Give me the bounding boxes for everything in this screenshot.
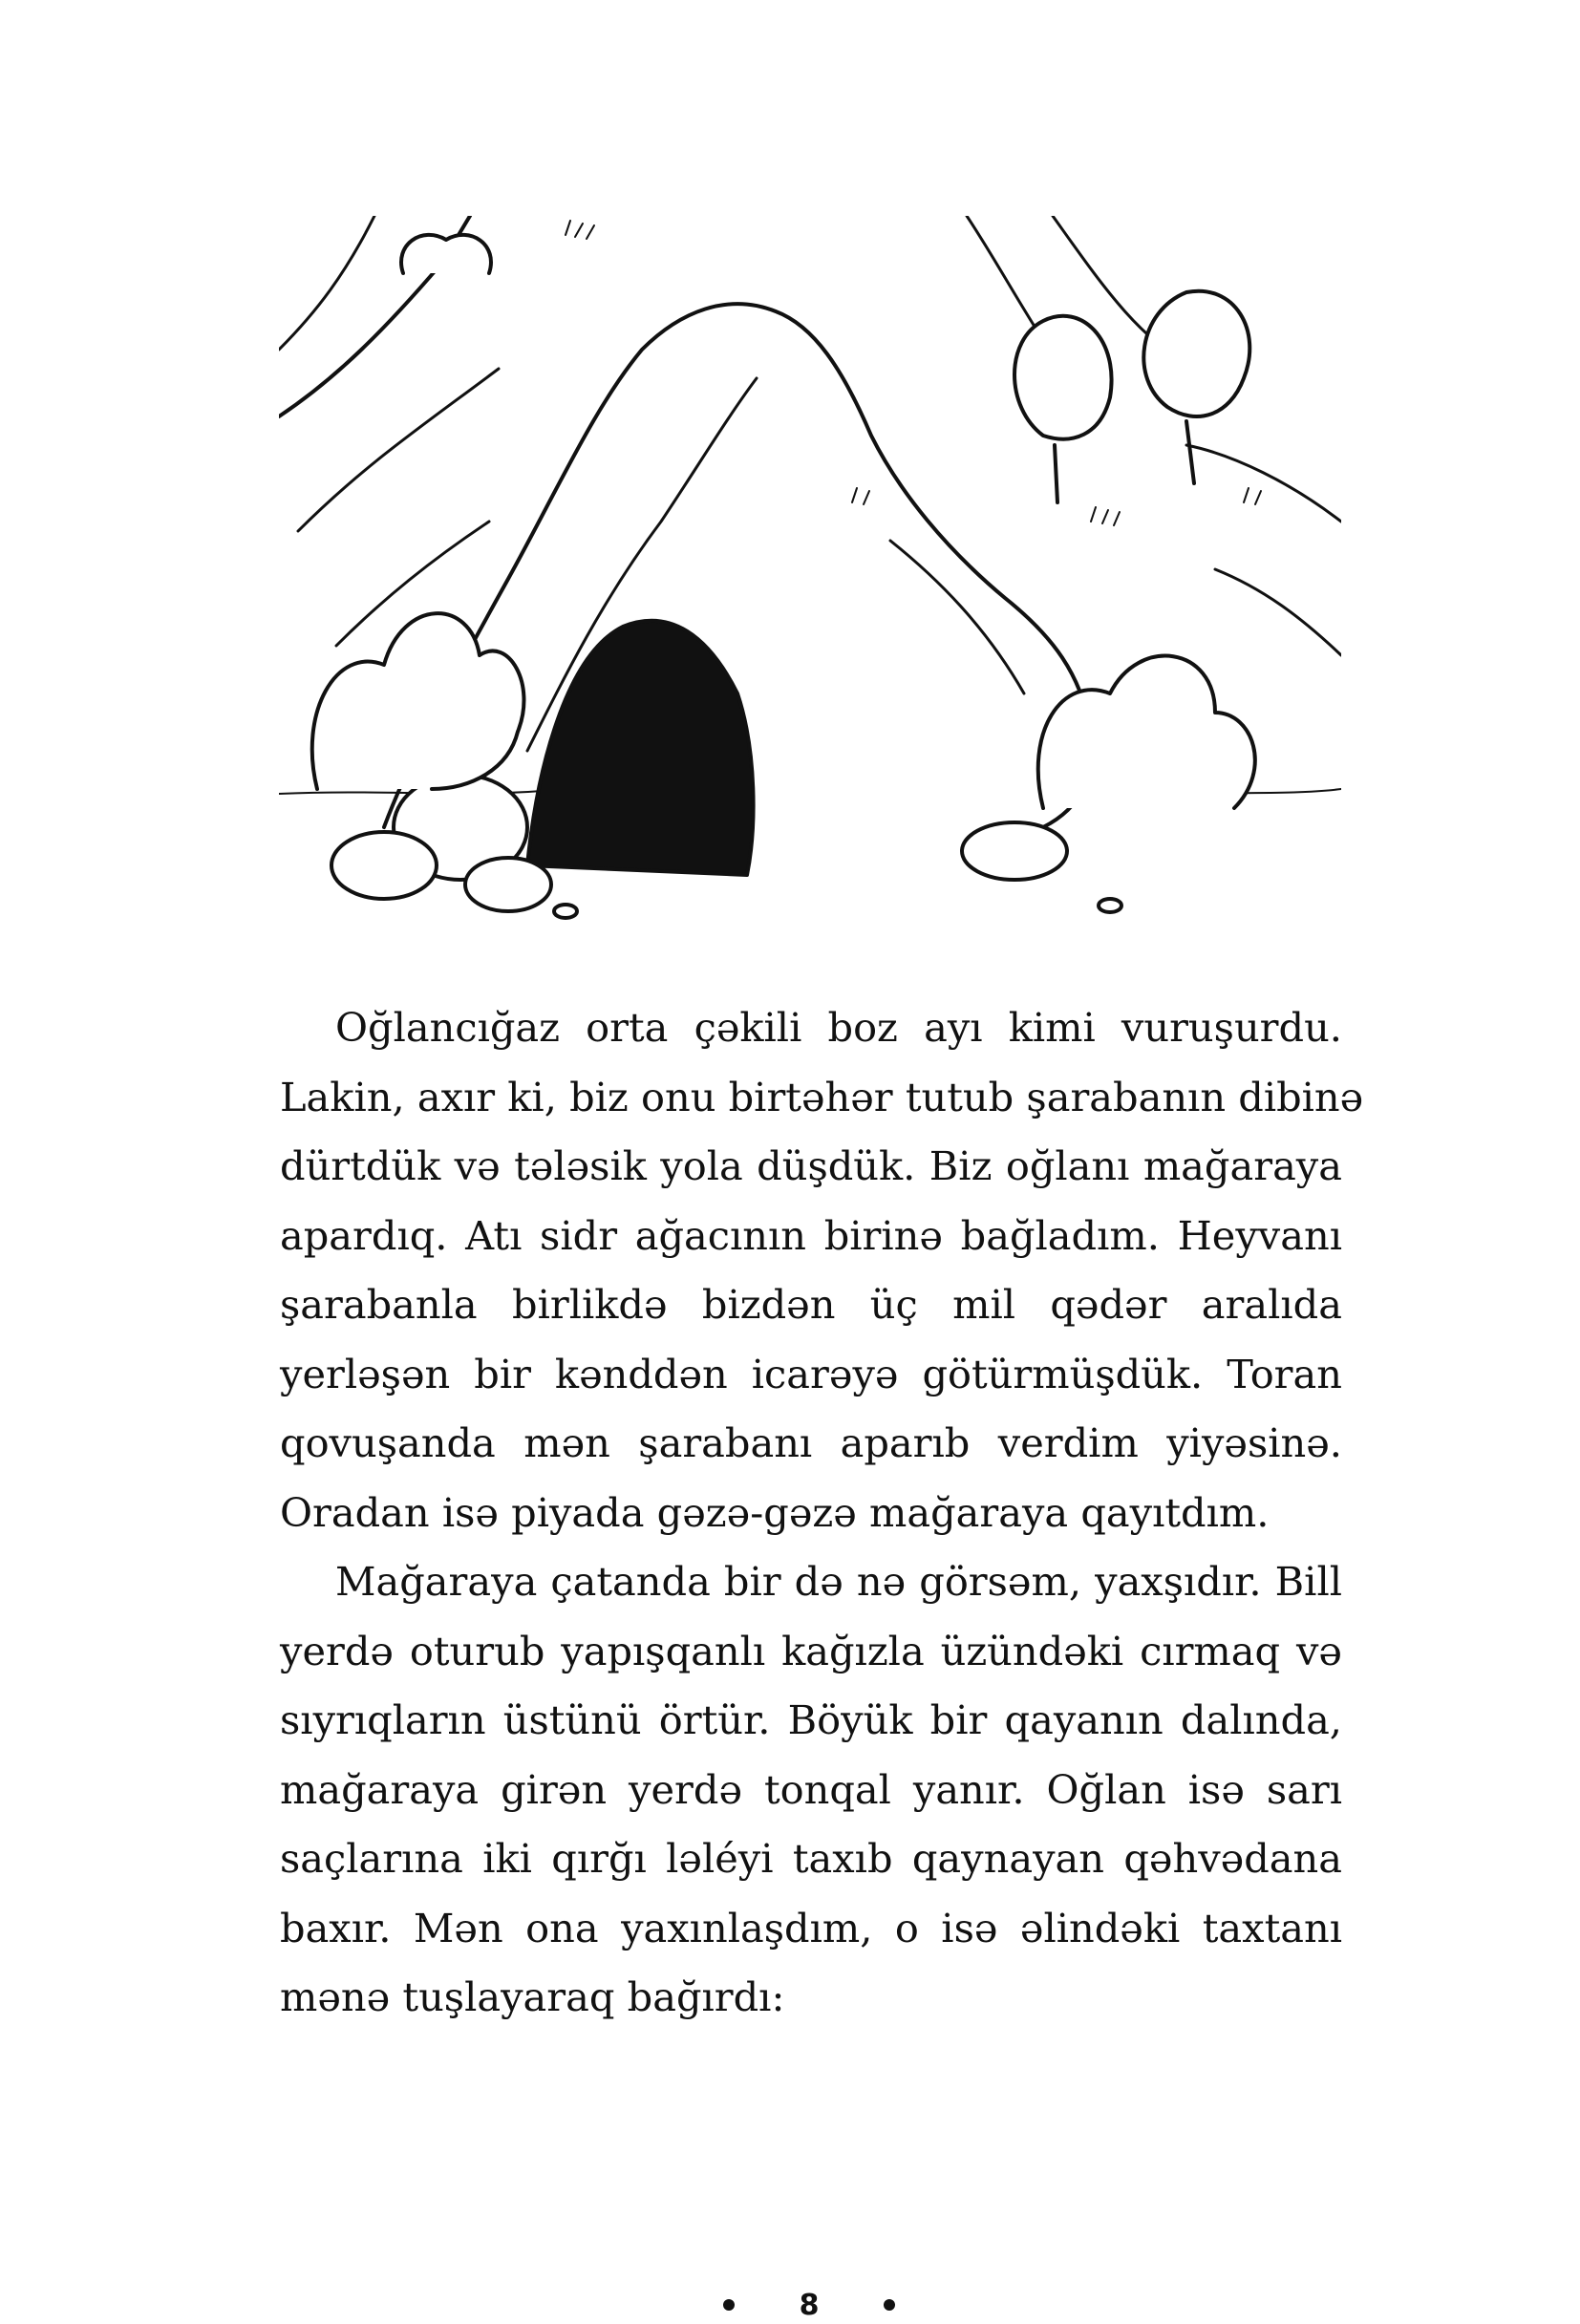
text-line: Mağaraya çatanda bir də nə görsəm, yaxşıdır. Bill (335, 1558, 1342, 1605)
text-line: saçlarına iki qırğı ləléyi taxıb qaynayan qəhvədana (280, 1835, 1342, 1882)
page-number: 8 (799, 2288, 820, 2322)
text-line: Oradan isə piyada gəzə-gəzə mağaraya qayıtdım. (280, 1488, 1270, 1536)
text-line: şarabanla birlikdə bizdən üç mil qədər aralıda (280, 1281, 1342, 1328)
text-line: yerləşən bir kənddən icarəyə götürmüşdük. Toran (280, 1350, 1342, 1397)
story-text (280, 993, 1364, 2033)
text-line: baxır. Mən ona yaxınlaşdım, o isə əlindəki taxtanı (280, 1904, 1342, 1951)
text-line: sıyrıqların üstünü örtür. Böyük bir qayanın dalında, (280, 1696, 1342, 1743)
text-line: mağaraya girən yerdə tonqal yanır. Oğlan isə sarı (280, 1765, 1342, 1813)
text-line: qovuşanda mən şarabanı aparıb verdim yiyəsinə. (280, 1419, 1342, 1466)
cave-illustration (279, 216, 1341, 980)
bullet-icon (884, 2299, 895, 2311)
text-line: Oğlancığaz orta çəkili boz ayı kimi vuruşurdu. (335, 1004, 1342, 1051)
text-line: Lakin, axır ki, biz onu birtəhər tutub şarabanın dibinə (280, 1073, 1364, 1120)
text-line: mənə tuşlayaraq bağırdı: (280, 1973, 785, 2020)
page-footer (723, 2286, 895, 2324)
bullet-icon (723, 2299, 735, 2311)
text-line: apardıq. Atı sidr ağacının birinə bağladım. Heyvanı (280, 1211, 1342, 1259)
text-line: dürtdük və tələsik yola düşdük. Biz oğlanı mağaraya (280, 1142, 1342, 1189)
text-line: yerdə oturub yapışqanlı kağızla üzündəki cırmaq və (280, 1627, 1342, 1674)
paragraph-2 (280, 1547, 1342, 2033)
paragraph-1 (280, 993, 1364, 1547)
